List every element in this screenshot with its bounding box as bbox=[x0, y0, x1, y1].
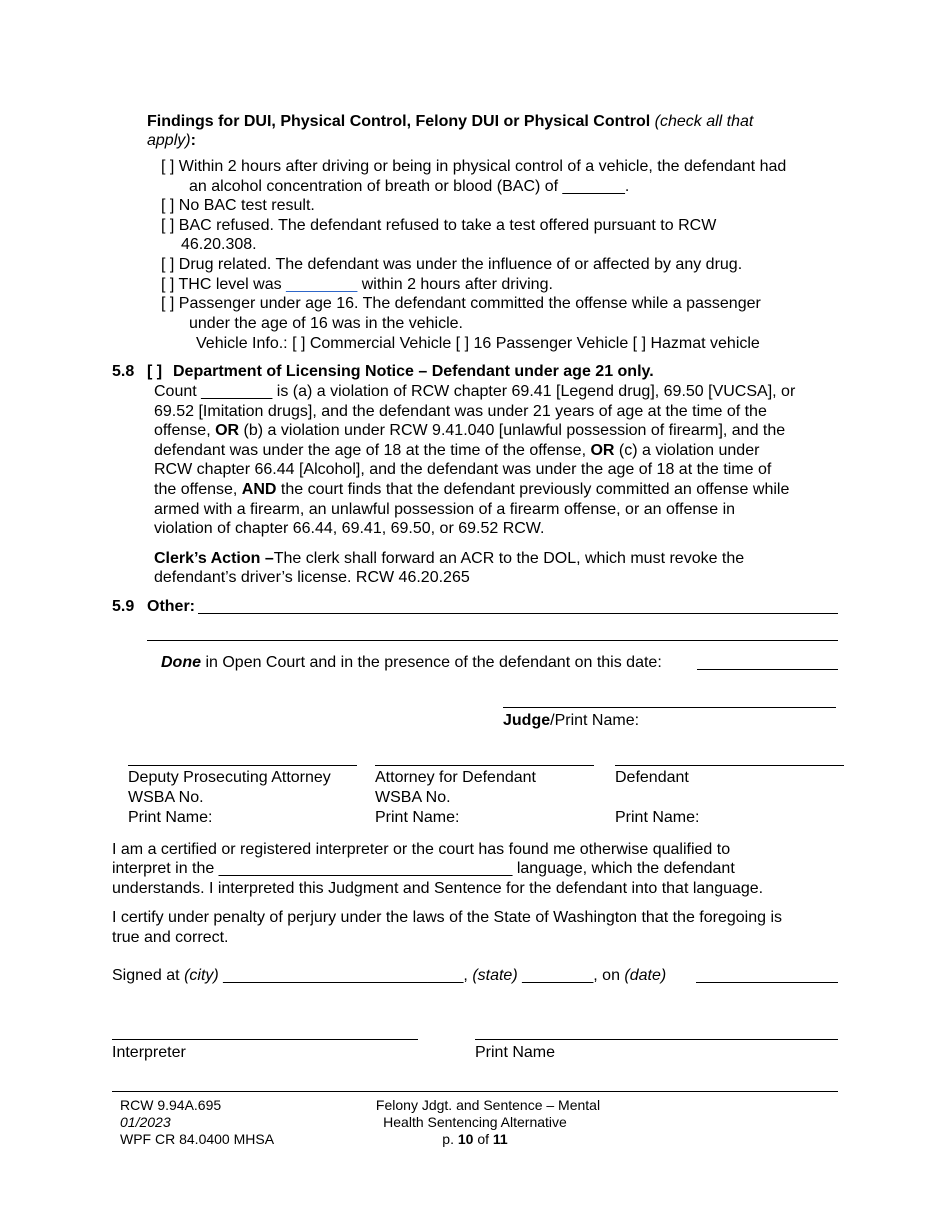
other-line-2[interactable] bbox=[147, 640, 838, 641]
defense-attorney-print-name: Print Name: bbox=[375, 809, 460, 826]
section-5-9-number: 5.9 bbox=[112, 598, 135, 615]
findings-heading-cont: apply): bbox=[147, 132, 196, 149]
findings-heading: Findings for DUI, Physical Control, Felony DUI or Physical Control (check all that bbox=[147, 113, 754, 130]
dol-notice-line: violation of chapter 66.44, 69.41, 69.50, or 69.52 RCW. bbox=[154, 520, 545, 538]
section-5-8-number: 5.8 bbox=[112, 363, 135, 380]
clerks-action: Clerk’s Action –The clerk shall forward an ACR to the DOL, which must revoke the bbox=[154, 550, 745, 567]
prosecutor-wsba: WSBA No. bbox=[128, 789, 204, 806]
finding-thc-level: [ ] THC level was ________ within 2 hours after driving. bbox=[161, 276, 553, 293]
finding-passenger-under-16: [ ] Passenger under age 16. The defendant committed the offense while a passenger bbox=[161, 295, 761, 312]
vehicle-info: Vehicle Info.: [ ] Commercial Vehicle [ ] 16 Passenger Vehicle [ ] Hazmat vehicle bbox=[196, 335, 760, 352]
section-5-9-label: Other: bbox=[147, 598, 195, 615]
judge-signature-line[interactable] bbox=[503, 707, 836, 708]
dol-notice-line: the offense, AND the court finds that the defendant previously committed an offense while bbox=[154, 481, 790, 498]
finding-no-bac: [ ] No BAC test result. bbox=[161, 197, 315, 214]
dol-notice-line: defendant was under the age of 18 at the time of the offense, OR (c) a violation under bbox=[154, 441, 760, 459]
finding-bac-within-2-hours-cont: an alcohol concentration of breath or blood (BAC) of _______. bbox=[189, 178, 630, 195]
finding-bac-refused-cont: 46.20.308. bbox=[181, 236, 257, 253]
checkbox[interactable]: [ ] bbox=[161, 256, 175, 273]
certify-statement-2: true and correct. bbox=[112, 929, 229, 946]
dol-notice-line: Count ________ is (a) a violation of RCW chapter 69.41 [Legend drug], 69.50 [VUCSA], or bbox=[154, 383, 796, 400]
judge-label: Judge/Print Name: bbox=[503, 712, 640, 729]
footer-doc-title-1: Felony Jdgt. and Sentence – Mental bbox=[375, 1097, 601, 1113]
checkbox[interactable]: [ ] bbox=[161, 217, 175, 234]
dol-notice-line: offense, OR (b) a violation under RCW 9.41.040 [unlawful possession of firearm], and the bbox=[154, 422, 786, 440]
footer-rcw: RCW 9.94A.695 bbox=[120, 1097, 222, 1113]
interpreter-statement-2: interpret in the _________________________________ language, which the defendant bbox=[112, 860, 735, 877]
print-name-label: Print Name bbox=[475, 1044, 556, 1061]
other-line-1[interactable] bbox=[198, 613, 838, 614]
prosecutor-title: Deputy Prosecuting Attorney bbox=[128, 769, 331, 786]
defendant-print-name: Print Name: bbox=[615, 809, 700, 826]
state-field[interactable]: ________, on bbox=[517, 967, 625, 984]
dol-notice-line: RCW chapter 66.44 [Alcohol], and the defendant was under the age of 18 at the time of bbox=[154, 461, 772, 479]
defense-attorney-title: Attorney for Defendant bbox=[375, 769, 536, 786]
prosecutor-signature-line[interactable] bbox=[128, 765, 357, 766]
thc-level-field[interactable]: ________ bbox=[286, 276, 358, 293]
interpreter-label: Interpreter bbox=[112, 1044, 186, 1061]
finding-passenger-under-16-cont: under the age of 16 was in the vehicle. bbox=[189, 315, 463, 332]
defendant-title: Defendant bbox=[615, 769, 689, 786]
checkbox[interactable]: [ ] bbox=[161, 197, 175, 214]
interpreter-signature-line[interactable] bbox=[112, 1039, 418, 1040]
checkbox[interactable]: [ ] bbox=[161, 295, 175, 312]
section-5-8-checkbox[interactable]: [ ] bbox=[147, 363, 163, 380]
defense-attorney-signature-line[interactable] bbox=[375, 765, 594, 766]
signed-at-line: Signed at (city) ___________________________, (state) ________, on (date) bbox=[112, 967, 667, 984]
prosecutor-print-name: Print Name: bbox=[128, 809, 213, 826]
finding-bac-refused: [ ] BAC refused. The defendant refused to take a test offered pursuant to RCW bbox=[161, 217, 717, 234]
done-statement: Done in Open Court and in the presence of the defendant on this date: bbox=[161, 654, 662, 671]
signed-date-line[interactable] bbox=[696, 982, 838, 983]
footer-date: 01/2023 bbox=[120, 1114, 171, 1130]
defense-attorney-wsba: WSBA No. bbox=[375, 789, 451, 806]
clerks-action-cont: defendant’s driver’s license. RCW 46.20.265 bbox=[154, 569, 470, 586]
city-field[interactable]: ___________________________, bbox=[218, 967, 473, 984]
footer-doc-title-2: Health Sentencing Alternative bbox=[383, 1114, 567, 1130]
checkbox[interactable]: [ ] bbox=[161, 158, 175, 175]
certify-statement-1: I certify under penalty of perjury under the laws of the State of Washington that the foregoing is bbox=[112, 909, 783, 926]
footer-page-number: p. 10 of 11 bbox=[442, 1131, 508, 1147]
interpreter-statement-1: I am a certified or registered interpreter or the court has found me otherwise qualified to bbox=[112, 841, 731, 858]
finding-bac-within-2-hours: [ ] Within 2 hours after driving or being in physical control of a vehicle, the defendant had bbox=[161, 158, 787, 175]
footer-divider bbox=[112, 1091, 838, 1092]
finding-drug-related: [ ] Drug related. The defendant was under the influence of or affected by any drug. bbox=[161, 256, 743, 273]
dol-notice-line: armed with a firearm, an unlawful possession of a firearm offense, or an offense in bbox=[154, 500, 736, 518]
interpreter-print-name-line[interactable] bbox=[475, 1039, 838, 1040]
date-line[interactable] bbox=[697, 669, 838, 670]
interpreter-statement-3: understands. I interpreted this Judgment and Sentence for the defendant into that language. bbox=[112, 880, 764, 897]
footer-form-number: WPF CR 84.0400 MHSA bbox=[120, 1131, 275, 1147]
checkbox[interactable]: [ ] bbox=[161, 276, 175, 293]
defendant-signature-line[interactable] bbox=[615, 765, 844, 766]
dol-notice-line: 69.52 [Imitation drugs], and the defendant was under 21 years of age at the time of the bbox=[154, 402, 767, 420]
section-5-8-title: Department of Licensing Notice – Defendant under age 21 only. bbox=[173, 363, 654, 380]
